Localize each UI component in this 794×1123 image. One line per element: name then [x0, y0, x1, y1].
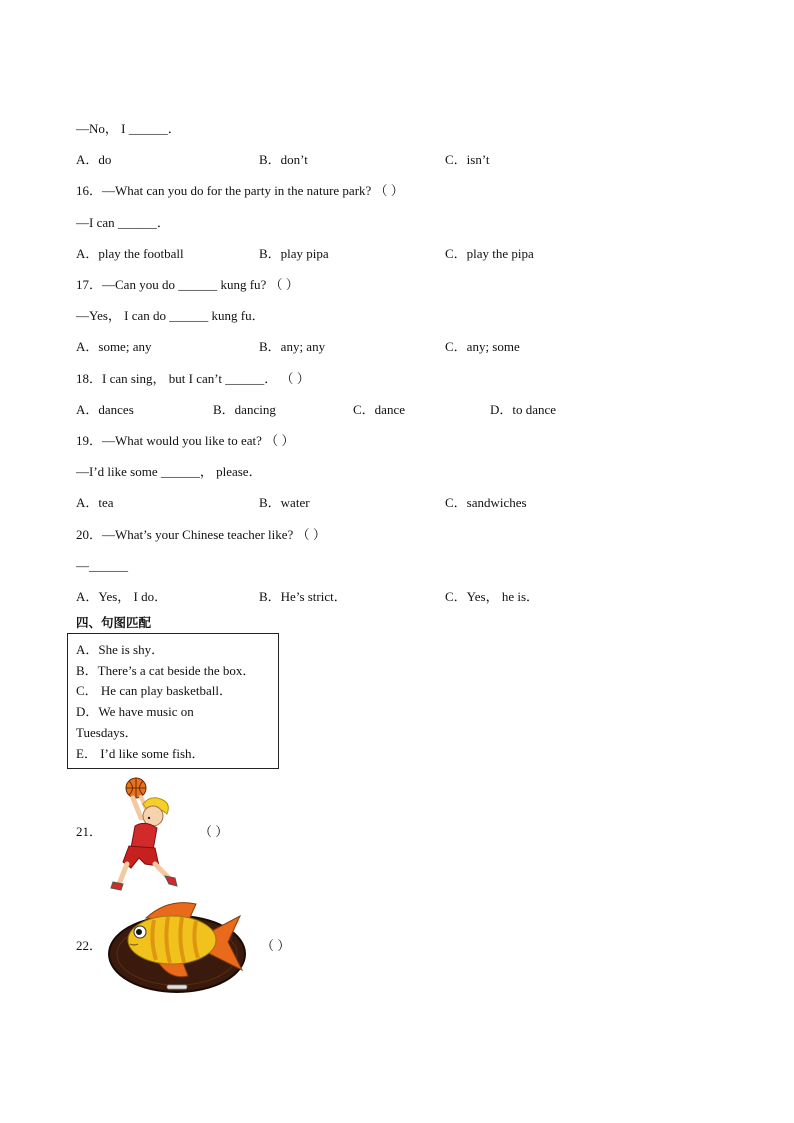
q18-question: 18．I can sing， but I can’t ______． （ ） [76, 371, 310, 386]
q20-question: 20．—What’s your Chinese teacher like? （ ） [76, 527, 326, 542]
q19-option-b[interactable]: B．water [259, 495, 310, 510]
q18-option-b[interactable]: B．dancing [213, 402, 276, 417]
section-title: 四、句图匹配 [76, 615, 152, 630]
q15-option-a[interactable]: A．do [76, 152, 112, 167]
q22-number: 22． [76, 938, 103, 953]
q15-option-c[interactable]: C．isn’t [445, 152, 490, 167]
sentence-b: B．There’s a cat beside the box． [76, 663, 256, 678]
q20-option-b[interactable]: B．He’s strict． [259, 589, 347, 604]
q16-option-a[interactable]: A．play the football [76, 246, 184, 261]
q16-question: 16．—What can you do for the party in the nature park? （ ） [76, 183, 404, 198]
sentence-a: A．She is shy． [76, 642, 165, 657]
q19-answer-line: —I’d like some ______， please． [76, 464, 262, 479]
basketball-player-icon [105, 774, 180, 896]
q17-answer-line: —Yes， I can do ______ kung fu． [76, 308, 265, 323]
sentence-d-continued: Tuesdays． [76, 725, 138, 740]
sentence-d: D．We have music on [76, 704, 194, 719]
q18-option-a[interactable]: A．dances [76, 402, 134, 417]
q15-option-b[interactable]: B．don’t [259, 152, 308, 167]
q16-option-b[interactable]: B．play pipa [259, 246, 329, 261]
q19-option-c[interactable]: C．sandwiches [445, 495, 527, 510]
q19-option-a[interactable]: A．tea [76, 495, 114, 510]
q18-option-c[interactable]: C．dance [353, 402, 405, 417]
fish-on-plate-icon [106, 896, 248, 996]
q22-answer-blank[interactable]: （ ） [261, 938, 291, 953]
sentence-box [67, 633, 279, 769]
q21-answer-blank[interactable]: （ ） [199, 824, 229, 839]
q20-option-c[interactable]: C．Yes， he is． [445, 589, 540, 604]
sentence-c: C． He can play basketball． [76, 683, 232, 698]
q15-answer-line: —No， I ______． [76, 121, 181, 136]
q20-answer-line: —______ [76, 558, 128, 573]
q17-option-a[interactable]: A．some; any [76, 339, 152, 354]
q19-question: 19．—What would you like to eat? （ ） [76, 433, 295, 448]
sentence-e: E． I’d like some fish． [76, 746, 205, 761]
q17-question: 17．—Can you do ______ kung fu? （ ） [76, 277, 299, 292]
q16-answer-line: —I can ______． [76, 215, 170, 230]
q21-number: 21． [76, 824, 103, 839]
q17-option-c[interactable]: C．any; some [445, 339, 520, 354]
q16-option-c[interactable]: C．play the pipa [445, 246, 534, 261]
q17-option-b[interactable]: B．any; any [259, 339, 326, 354]
q20-option-a[interactable]: A．Yes， I do． [76, 589, 168, 604]
q18-option-d[interactable]: D．to dance [490, 402, 557, 417]
